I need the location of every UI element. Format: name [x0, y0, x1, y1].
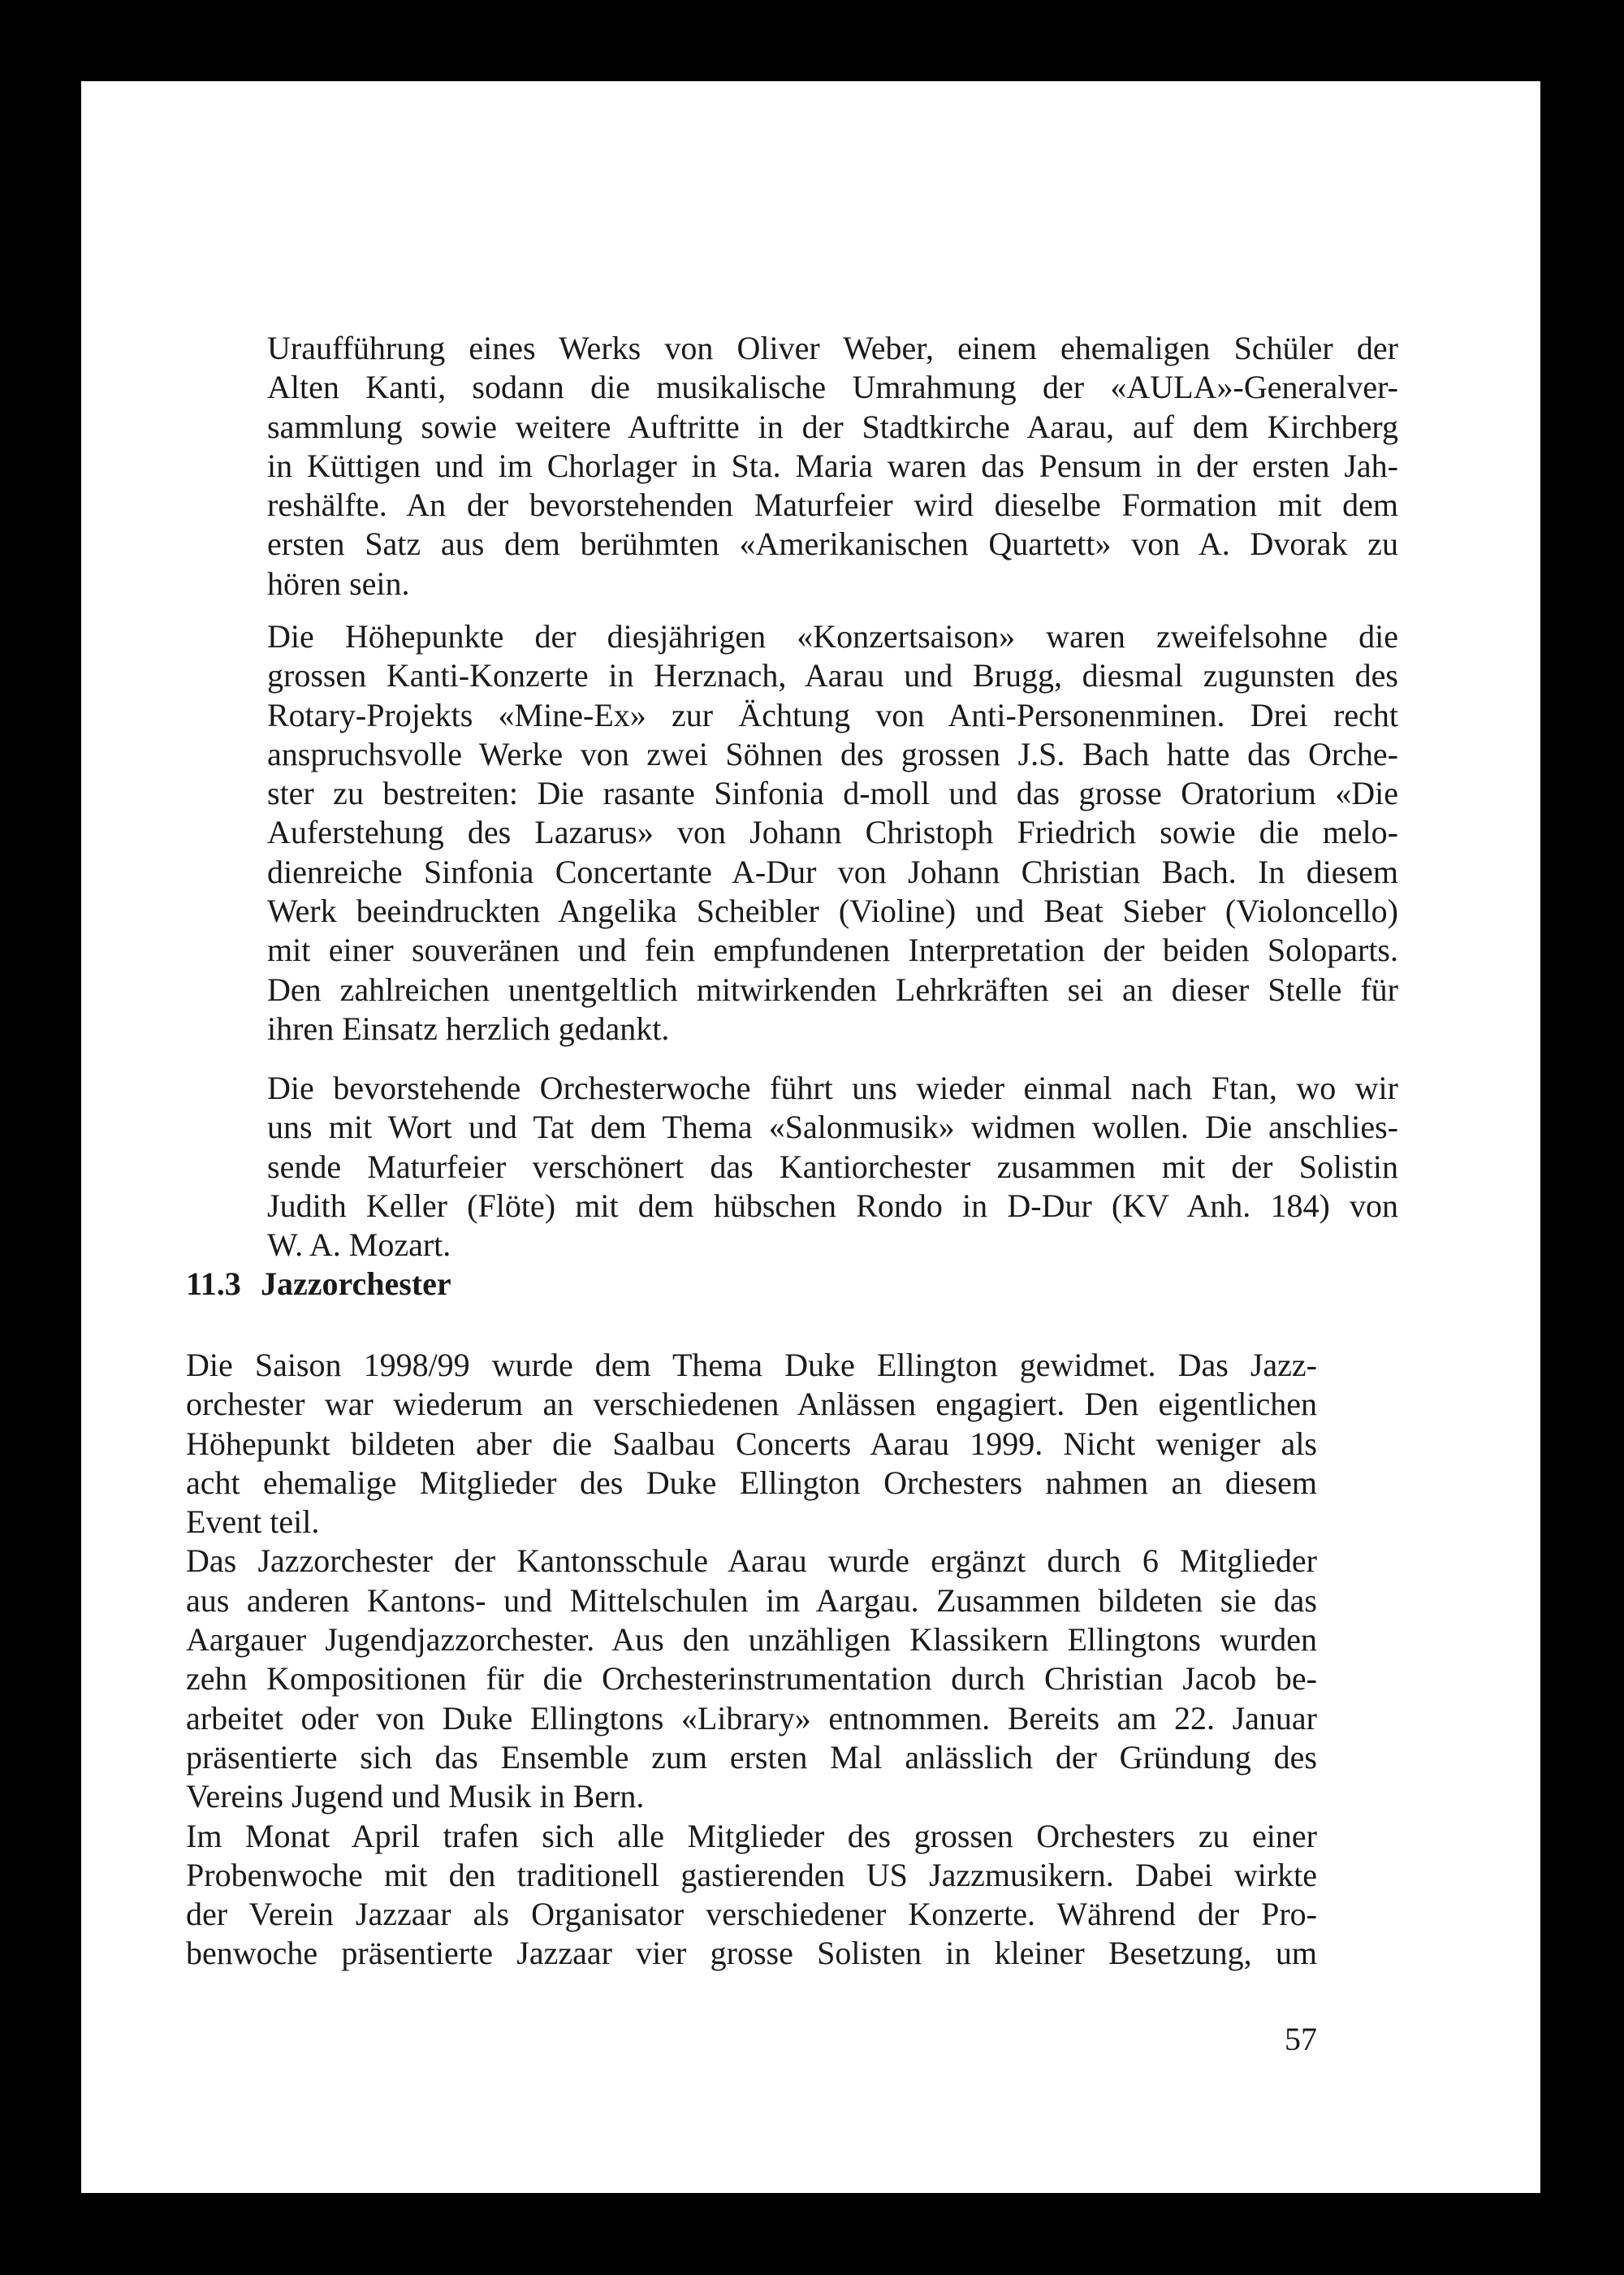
paragraph-1 [267, 329, 1398, 603]
text-line: dienreiche Sinfonia Concertante A-Dur von Johann Christian Bach. In diesem [267, 853, 1398, 890]
text-line: benwoche präsentierte Jazzaar vier grosse Solisten in kleiner Besetzung, um [186, 1935, 1317, 1972]
text-line: anspruchsvolle Werke von zwei Söhnen des grossen J.S. Bach hatte das Orche- [267, 735, 1398, 772]
text-line: sammlung sowie weitere Auftritte in der Stadtkirche Aarau, auf dem Kirchberg [267, 408, 1398, 445]
text-line: orchester war wiederum an verschiedenen Anlässen engagiert. Den eigentlichen [186, 1386, 1317, 1423]
text-line: Die bevorstehende Orchesterwoche führt uns wieder einmal nach Ftan, wo wir [267, 1070, 1398, 1106]
section-number: 11.3 [186, 1265, 241, 1302]
text-line: ster zu bestreiten: Die rasante Sinfonia d-moll und das grosse Oratorium «Die [267, 775, 1398, 812]
text-line: acht ehemalige Mitglieder des Duke Ellington Orchesters nahmen an diesem [186, 1464, 1317, 1501]
text-line: Im Monat April trafen sich alle Mitglieder des grossen Orchesters zu einer [186, 1817, 1317, 1854]
text-line: grossen Kanti-Konzerte in Herznach, Aarau und Brugg, diesmal zugunsten des [267, 657, 1398, 694]
paragraph-2 [267, 617, 1398, 1049]
text-line: ersten Satz aus dem berühmten «Amerikanischen Quartett» von A. Dvorak zu [267, 525, 1398, 563]
text-line: hören sein. [267, 564, 410, 602]
text-line: Judith Keller (Flöte) mit dem hübschen Rondo in D-Dur (KV Anh. 184) von [267, 1187, 1398, 1224]
text-line: Probenwoche mit den traditionell gastierenden US Jazzmusikern. Dabei wirkte [186, 1856, 1317, 1893]
text-line: in Küttigen und im Chorlager in Sta. Maria waren das Pensum in der ersten Jah- [267, 447, 1398, 484]
text-line: reshälfte. An der bevorstehenden Maturfeier wird dieselbe Formation mit dem [267, 487, 1398, 524]
text-line: sende Maturfeier verschönert das Kantiorchester zusammen mit der Solistin [267, 1148, 1398, 1185]
text-line: Die Höhepunkte der diesjährigen «Konzertsaison» waren zweifelsohne die [267, 618, 1398, 655]
text-line: Den zahlreichen unentgeltlich mitwirkenden Lehrkräften sei an dieser Stelle für [267, 971, 1398, 1008]
text-line: Auferstehung des Lazarus» von Johann Christoph Friedrich sowie die melo- [267, 814, 1398, 851]
section-heading [186, 1265, 451, 1304]
text-line: mit einer souveränen und fein empfundenen Interpretation der beiden Soloparts. [267, 932, 1398, 969]
text-line: Alten Kanti, sodann die musikalische Umrahmung der «AULA»-Generalver- [267, 369, 1398, 406]
paragraph-3 [267, 1069, 1398, 1265]
text-line: Rotary-Projekts «Mine-Ex» zur Ächtung von Anti-Personenminen. Drei recht [267, 696, 1398, 733]
page-number: 57 [1285, 2021, 1317, 2057]
text-line: Höhepunkt bildeten aber die Saalbau Concerts Aarau 1999. Nicht weniger als [186, 1425, 1317, 1462]
text-line: präsentierte sich das Ensemble zum ersten Mal anlässlich der Gründung des [186, 1738, 1317, 1775]
text-line: Werk beeindruckten Angelika Scheibler (Violine) und Beat Sieber (Violoncello) [267, 893, 1398, 930]
text-line: der Verein Jazzaar als Organisator verschiedener Konzerte. Während der Pro- [186, 1896, 1317, 1933]
text-line: Vereins Jugend und Musik in Bern. [186, 1778, 645, 1815]
text-line: Aargauer Jugendjazzorchester. Aus den unzähligen Klassikern Ellingtons wurden [186, 1621, 1317, 1659]
text-line: zehn Kompositionen für die Orchesterinstrumentation durch Christian Jacob be- [186, 1660, 1317, 1698]
text-line: Die Saison 1998/99 wurde dem Thema Duke Ellington gewidmet. Das Jazz- [186, 1347, 1317, 1383]
text-line: Das Jazzorchester der Kantonsschule Aarau wurde ergänzt durch 6 Mitglieder [186, 1542, 1317, 1580]
text-line: W. A. Mozart. [267, 1226, 451, 1264]
section-paragraph [186, 1346, 1317, 1974]
section-title: Jazzorchester [261, 1265, 451, 1302]
text-line: uns mit Wort und Tat dem Thema «Salonmusik» widmen wollen. Die anschlies- [267, 1109, 1398, 1146]
text-line: aus anderen Kantons- und Mittelschulen im Aargau. Zusammen bildeten sie das [186, 1581, 1317, 1619]
text-line: arbeitet oder von Duke Ellingtons «Library» entnommen. Bereits am 22. Januar [186, 1699, 1317, 1737]
text-line: Event teil. [186, 1503, 320, 1541]
text-line: ihren Einsatz herzlich gedankt. [267, 1010, 670, 1047]
text-line: Uraufführung eines Werks von Oliver Weber, einem ehemaligen Schüler der [267, 330, 1398, 366]
